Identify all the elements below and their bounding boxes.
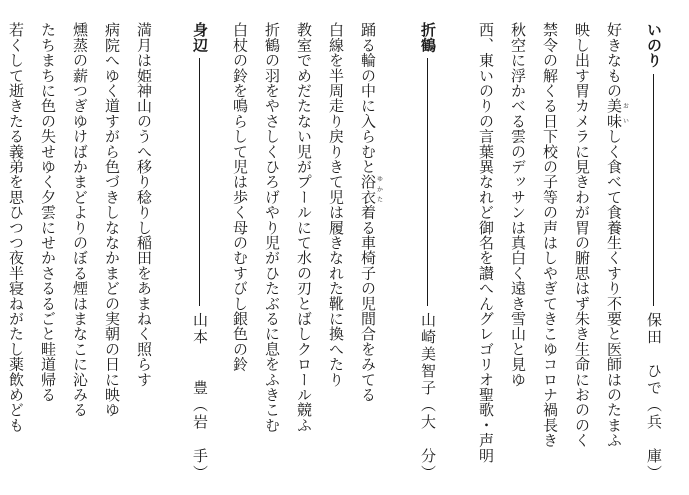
title-rule [199, 58, 200, 306]
poem-line: 白杖の鈴を鳴らして児は歩く母のむすびし銀色の鈴 [231, 22, 249, 372]
poem-line: 禁令の解くる日下校の子等の声はしやぎてきこゆコロナ禍長き [541, 22, 559, 448]
poem-line: 西、東いのりの言葉異なれど御名を讃へんグレゴリオ聖歌・声明 [477, 22, 495, 463]
poem-line: 好きなもの美味おいしく食べて食養生くすり不要と医師はのたまふ [605, 22, 629, 448]
poem-line: 折鶴の羽をやさしくひろげやり児がひたぶるに息をふきこむ [263, 22, 281, 433]
section-author: 山崎美智子（大 分） [419, 312, 437, 482]
ruby-reading: ゆかた [375, 174, 383, 205]
section-title: いのり [645, 22, 663, 68]
poem-line: 教室でめだたない児がプールにて水の刃とばしクロール競ふ [295, 22, 313, 433]
title-rule [427, 58, 428, 306]
poem-line: 秋空に浮かべる雲のデッサンは真白く遠き雪山と見ゆ [509, 22, 527, 387]
poem-line: 映し出す胃カメラに見きわが胃の腑思はず朱き生命におののく [573, 22, 591, 448]
poem-line: 燻蒸の薪つぎゆけばかまどよりのぼる煙はまなこに沁みる [71, 22, 89, 418]
poem-line: たちまちに色の失せゆく夕雲にせかさるるごと畦道帰る [39, 22, 57, 402]
poem-line: 満月は姫神山のうへ移り稔りし稲田をあまねく照らす [135, 22, 153, 387]
poem-line: 病院へゆく道すがら色づきしななかまどの実朝の日に映ゆ [103, 22, 121, 418]
poem-line: 白線を半周走り戻りきて児は履きなれた靴に換へたり [327, 22, 345, 387]
section-header-shinpen [192, 22, 207, 482]
poem-line: 若くして逝きたる義弟を思ひつつ夜半寝ねがたし薬飲めども [7, 22, 25, 433]
section-title: 身辺 [191, 22, 209, 53]
section-author: 山本 豊（岩 手） [191, 312, 209, 482]
section-header-inori [646, 22, 661, 482]
ruby-reading: おい [621, 98, 629, 129]
poem-line: 踊る輪の中に入らむと浴衣ゆかた着る車椅子の児間合をみてる [359, 22, 383, 403]
title-rule [653, 74, 654, 306]
ruby-word: 美味おい [605, 98, 629, 129]
ruby-word: 浴衣ゆかた [359, 174, 383, 205]
section-author: 保田 ひで（兵 庫） [645, 312, 663, 482]
section-header-orizuru [420, 22, 435, 482]
section-title: 折鶴 [419, 22, 437, 53]
